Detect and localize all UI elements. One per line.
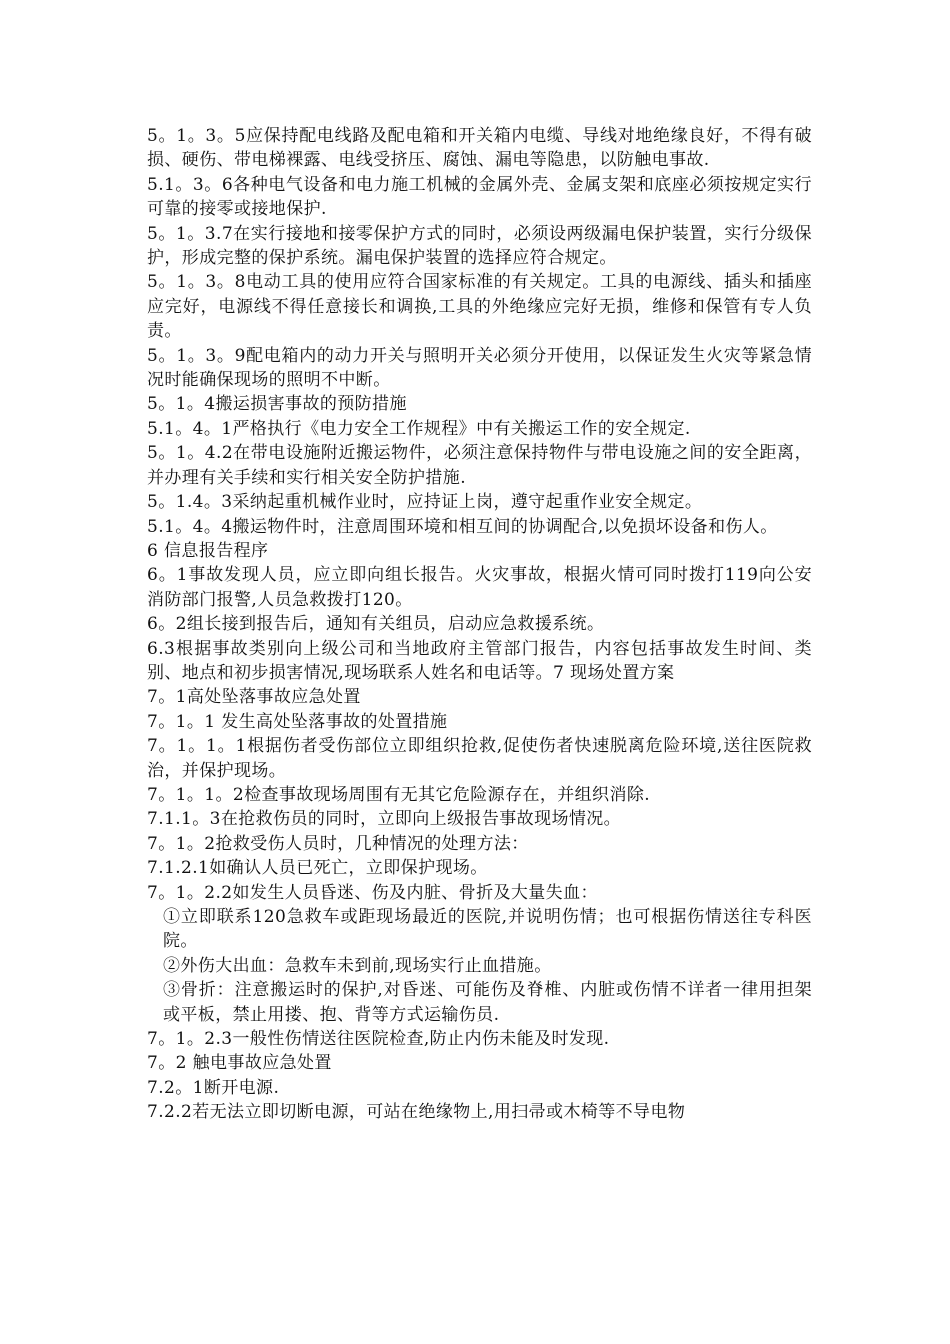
paragraph-5-1-4-4: 5.1。4。4搬运物件时，注意周围环境和相互间的协调配合,以免损坏设备和伤人。 — [147, 516, 778, 537]
paragraph-6-2: 6。2组长接到报告后，通知有关组员，启动应急救援系统。 — [147, 614, 605, 635]
heading-7-2: 7。2 触电事故应急处置 — [147, 1053, 332, 1074]
heading-7-1-1: 7。1。1 发生高处坠落事故的处置措施 — [147, 711, 448, 732]
paragraph-5-1-3-5: 5。1。3。5应保持配电线路及配电箱和开关箱内电缆、导线对地绝缘良好，不得有破损、硬伤、带电梯裸露、电线受挤压、腐蚀、漏电等隐患，以防触电事故. — [147, 126, 812, 171]
paragraph-5-1-3-6: 5.1。3。6各种电气设备和电力施工机械的金属外壳、金属支架和底座必须按规定实行可靠的接零或接地保护. — [147, 174, 812, 220]
paragraph-7-1-1-1: 7。1。1。1根据伤者受伤部位立即组织抢救,促使伤者快速脱离危险环境,送往医院救治，并保护现场。 — [147, 736, 812, 781]
paragraph-5-1-4-3: 5。1.4。3采纳起重机械作业时，应持证上岗，遵守起重作业安全规定。 — [147, 492, 703, 513]
document-body — [147, 124, 812, 1125]
paragraph-5-1-3-8: 5。1。3。8电动工具的使用应符合国家标准的有关规定。工具的电源线、插头和插座应完好，电源线不得任意接长和调换,工具的外绝缘应完好无损，维修和保管有专人负责。 — [147, 272, 812, 342]
list-item-2: ②外伤大出血：急救车未到前,现场实行止血措施。 — [163, 955, 552, 976]
paragraph-7-1-2-3: 7。1。2.3一般性伤情送往医院检查,防止内伤未能及时发现. — [147, 1029, 610, 1050]
paragraph-5-1-4-2: 5。1。4.2在带电设施附近搬运物件，必须注意保持物件与带电设施之间的安全距离，并办理有关手续和实行相关安全防护措施. — [147, 443, 812, 488]
paragraph-5-1-4-1: 5.1。4。1严格执行《电力安全工作规程》中有关搬运工作的安全规定. — [147, 418, 691, 439]
paragraph-7-1-2-2: 7。1。2.2如发生人员昏迷、伤及内脏、骨折及大量失血： — [147, 882, 598, 903]
paragraph-7-2-2: 7.2.2若无法立即切断电源，可站在绝缘物上,用扫帚或木椅等不导电物 — [147, 1102, 686, 1123]
heading-7-1: 7。1高处坠落事故应急处置 — [147, 687, 361, 708]
paragraph-7-1-1-2: 7。1。1。2检查事故现场周围有无其它危险源存在，并组织消除. — [147, 784, 651, 805]
heading-6: 6 信息报告程序 — [147, 540, 269, 561]
heading-5-1-4: 5。1。4搬运损害事故的预防措施 — [147, 394, 407, 415]
paragraph-6-1: 6。1事故发现人员，应立即向组长报告。火灾事故，根据火情可同时拨打119向公安消防部门报警,人员急救拨打120。 — [147, 565, 812, 610]
list-item-3: ③骨折：注意搬运时的保护,对昏迷、可能伤及脊椎、内脏或伤情不详者一律用担架或平板，禁止用搂、抱、背等方式运输伤员. — [163, 980, 812, 1025]
paragraph-7-1-2-1: 7.1.2.1如确认人员已死亡，立即保护现场。 — [147, 858, 488, 879]
paragraph-7-2-1: 7.2。1断开电源. — [147, 1077, 280, 1098]
list-item-1: ①立即联系120急救车或距现场最近的医院,并说明伤情；也可根据伤情送往专科医院。 — [163, 907, 812, 952]
paragraph-7-1-1-3: 7.1.1。3在抢救伤员的同时，立即向上级报告事故现场情况。 — [147, 809, 622, 830]
paragraph-6-3: 6.3根据事故类别向上级公司和当地政府主管部门报告，内容包括事故发生时间、类别、地点和初步损害情况,现场联系人姓名和电话等。7 现场处置方案 — [147, 638, 812, 683]
paragraph-7-1-2: 7。1。2抢救受伤人员时，几种情况的处理方法： — [147, 833, 529, 854]
paragraph-5-1-3-9: 5。1。3。9配电箱内的动力开关与照明开关必须分开使用，以保证发生火灾等紧急情况时能确保现场的照明不中断。 — [147, 345, 812, 391]
paragraph-5-1-3-7: 5。1。3.7在实行接地和接零保护方式的同时，必须设两级漏电保护装置，实行分级保护，形成完整的保护系统。漏电保护装置的选择应符合规定。 — [147, 223, 812, 269]
